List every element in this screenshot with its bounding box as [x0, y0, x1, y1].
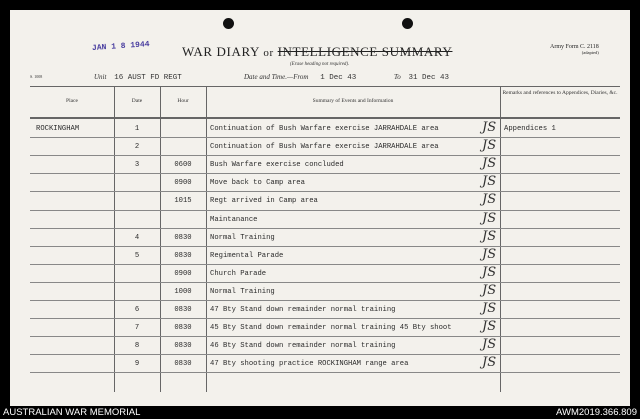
date-stamp: JAN 1 8 1944	[91, 40, 150, 54]
unit-field	[94, 73, 182, 82]
initials-mark: JS	[482, 337, 497, 353]
cell-remarks: Appendices 1	[504, 125, 556, 133]
cell-summary: Regt arrived in Camp area	[210, 197, 318, 206]
initials-mark: JS	[482, 156, 497, 172]
row-rule	[30, 228, 620, 229]
initials-mark: JS	[482, 174, 497, 190]
cell-hour: 0830	[174, 306, 192, 314]
row-rule	[30, 372, 620, 373]
date-label: Date and Time.—From	[244, 73, 309, 81]
initials-mark: JS	[482, 319, 497, 335]
page-title	[182, 44, 452, 60]
initials-mark: JS	[482, 264, 497, 280]
cell-hour: 0830	[174, 342, 192, 351]
cell-hour: 1000	[174, 287, 192, 296]
initials-mark: JS	[482, 192, 497, 208]
cell-summary: 45 Bty Stand down remainder normal training 45 Bty shoot	[210, 324, 452, 333]
initials-mark: JS	[482, 210, 497, 226]
row-rule	[30, 155, 620, 156]
row-rule	[30, 354, 620, 355]
date-to: 31 Dec 43	[408, 74, 450, 82]
row-rule	[30, 191, 620, 192]
cell-summary: Bush Warfare exercise concluded	[210, 161, 344, 170]
title-struck: INTELLIGENCE SUMMARY	[277, 44, 453, 59]
punch-hole	[402, 18, 413, 29]
corner-mark: S. 1008	[30, 74, 43, 79]
unit-label: Unit	[94, 73, 107, 81]
cell-summary: Regimental Parade	[210, 251, 284, 260]
cell-hour: 0830	[174, 360, 192, 369]
row-rule	[30, 173, 620, 174]
row-rule	[30, 282, 620, 283]
archive-reference: AWM2019.366.809	[556, 407, 637, 418]
archive-caption: AUSTRALIAN WAR MEMORIAL	[3, 407, 141, 418]
cell-place: ROCKINGHAM	[36, 125, 80, 133]
cell-summary: Church Parade	[210, 269, 267, 278]
initials-mark: JS	[482, 120, 497, 135]
row-rule	[30, 137, 620, 138]
initials-mark: JS	[482, 138, 497, 154]
cell-date: 7	[134, 324, 140, 333]
cell-hour: 1015	[174, 197, 192, 206]
date-field	[244, 73, 356, 82]
cell-date: 6	[134, 306, 140, 314]
cell-hour: 0830	[174, 324, 192, 333]
column-divider	[500, 86, 501, 392]
cell-hour: 0830	[174, 251, 192, 260]
header-hour: Hour	[177, 98, 189, 104]
header-summary: Summary of Events and Information	[312, 98, 394, 104]
erase-note: (Erase heading not required).	[290, 62, 350, 67]
row-rule	[30, 246, 620, 247]
title-or: or	[263, 47, 274, 59]
header-date: Date	[131, 98, 143, 104]
row-rule	[30, 336, 620, 337]
unit-value: 16 AUST FD REGT	[114, 74, 182, 82]
army-form-adapted: (adapted)	[581, 50, 599, 55]
cell-hour: 0600	[174, 161, 192, 170]
cell-summary: 46 Bty Stand down remainder normal training	[210, 342, 396, 351]
header-place: Place	[66, 98, 78, 104]
title-main: WAR DIARY	[182, 44, 260, 59]
header-rule	[30, 117, 620, 119]
row-rule	[30, 300, 620, 301]
cell-summary: 47 Bty shooting practice ROCKINGHAM range area	[210, 360, 409, 369]
initials-mark: JS	[482, 246, 497, 262]
army-form-label	[550, 44, 599, 55]
cell-summary: Normal Training	[210, 287, 275, 296]
cell-summary: Continuation of Bush Warfare exercise JARRAHDALE area	[210, 143, 439, 152]
cell-summary: 47 Bty Stand down remainder normal training	[210, 306, 396, 314]
cell-summary: Continuation of Bush Warfare exercise JARRAHDALE area	[210, 125, 439, 133]
to-field	[394, 73, 449, 82]
initials-mark: JS	[482, 282, 497, 298]
table-top-rule	[30, 86, 620, 87]
cell-date: 4	[134, 233, 140, 242]
cell-date: 2	[134, 143, 140, 152]
row-rule	[30, 264, 620, 265]
column-divider	[206, 86, 207, 392]
diary-sheet	[10, 10, 630, 406]
cell-hour: 0900	[174, 269, 192, 278]
cell-hour: 0900	[174, 179, 192, 188]
initials-mark: JS	[482, 355, 497, 371]
cell-date: 3	[134, 161, 140, 170]
cell-summary: Normal Training	[210, 233, 275, 242]
army-form-number: Army Form C. 2118	[550, 44, 599, 50]
initials-mark: JS	[482, 228, 497, 244]
cell-hour: 0830	[174, 233, 192, 242]
cell-date: 1	[134, 125, 140, 133]
row-rule	[30, 318, 620, 319]
punch-hole	[223, 18, 234, 29]
cell-summary: Maintanance	[210, 215, 258, 224]
cell-date: 8	[134, 342, 140, 351]
to-label: To	[394, 73, 401, 81]
cell-date: 9	[134, 360, 140, 369]
date-from: 1 Dec 43	[320, 74, 357, 82]
row-rule	[30, 210, 620, 211]
initials-mark: JS	[482, 301, 497, 316]
header-remarks: Remarks and references to Appendices, Diaries, &c.	[502, 90, 618, 96]
cell-summary: Move back to Camp area	[210, 179, 305, 188]
cell-date: 5	[134, 251, 140, 260]
